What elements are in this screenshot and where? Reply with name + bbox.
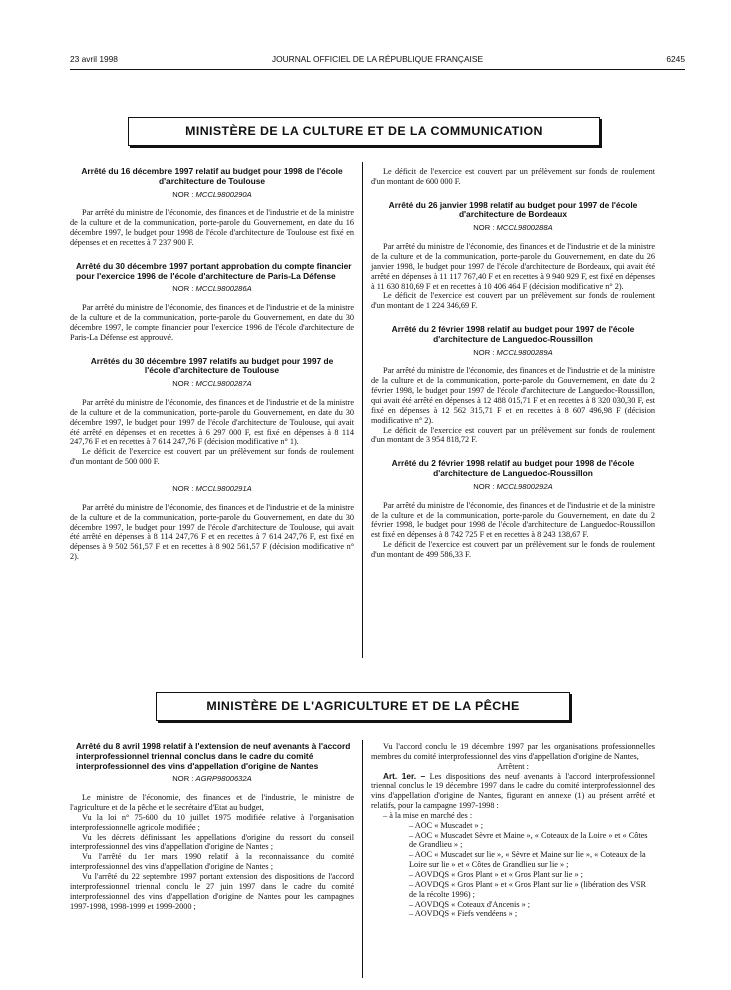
list-item: – AOVDQS « Gros Plant » et « Gros Plant sur lie » (libération des VSR de la récolte 1996) ; [409, 879, 647, 899]
journal-title: JOURNAL OFFICIEL DE LA RÉPUBLIQUE FRANÇAISE [271, 54, 484, 64]
paragraph: Le déficit de l'exercice est couvert par un prélèvement sur fonds de roulement d'un montant de 500 000 F. [70, 447, 354, 467]
paragraph: Par arrêté du ministre de l'économie, des finances et de l'industrie et de la ministre de la culture et de la communication, porte-parole du Gouvernement, en date du 2 février 1998, le budget pour 1997 de l'école d'architecture de Languedoc-Roussillon, qui avait été arrêté en dépenses à 12 488 015,71 F et en recettes à 8 320 030,30 F, est fixé en dépenses à 12 562 315,71 F et en recettes à 8 607 496,98 F (décision modificative n° 2). [371, 366, 655, 425]
paragraph: Vu la loi n° 75-600 du 10 juillet 1975 modifiée relative à l'organisation interprofessionnelle agricole modifiée ; [70, 812, 354, 832]
nor-reference: NOR : MCCL9800287A [172, 379, 252, 389]
page-number: 6245 [666, 54, 685, 64]
column-left-culture [70, 167, 354, 562]
nor-reference: NOR : MCCL9800286A [172, 284, 252, 294]
column-left-agriculture [70, 742, 354, 911]
paragraph: Le déficit de l'exercice est couvert par un prélèvement sur le fonds de roulement d'un montant de 499 586,33 F. [371, 540, 655, 559]
column-divider [362, 162, 363, 658]
list-intro: – à la mise en marché des : [383, 810, 473, 820]
paragraph: Le ministre de l'économie, des finances et de l'industrie, le ministre de l'agriculture et de la pêche et le secrétaire d'Etat au budget, [70, 793, 354, 813]
paragraph: Par arrêté du ministre de l'économie, des finances et de l'industrie et de la ministre de la culture et de la communication, porte-parole du Gouvernement, en date du 30 décembre 1997, le compte financier pour l'exercice 1996 de l'école d'architecture de Paris-La Défense est approuvé. [70, 303, 354, 342]
column-right-culture [371, 167, 655, 560]
nor-reference: NOR : MCCL9800292A [473, 481, 553, 491]
nor-reference: NOR : AGRP9800632A [172, 774, 252, 784]
ministry-heading-agriculture: MINISTÈRE DE L'AGRICULTURE ET DE LA PÊCHE [156, 692, 570, 721]
article-title: Arrêté du 2 février 1998 relatif au budget pour 1998 de l'école d'architecture de Languedoc-Roussillon [391, 458, 635, 479]
list-item: – AOC « Muscadet Sèvre et Maine », « Coteaux de la Loire » et « Côtes de Grandlieu » ; [409, 830, 648, 850]
paragraph: Par arrêté du ministre de l'économie, des finances et de l'industrie et de la ministre de la culture et de la communication, porte-parole du Gouvernement, en date du 26 janvier 1998, le budget pour 1997 de l'école d'architecture de Bordeaux, qui avait été arrêté en dépenses à 11 117 767,40 F et en recettes à 9 940 929 F, est fixé en dépenses à 11 630 810,69 F et en recettes à 10 406 464 F (décision modificative n° 2). [371, 242, 655, 291]
column-right-agriculture [371, 742, 655, 919]
arretent-heading: Arrêtent : [497, 761, 529, 771]
article-1: Art. 1er. – Les dispositions des neuf avenants à l'accord interprofessionnel triennal conclus le 19 décembre 1997 dans le cadre du comité interprofessionnel des vins d'appellation d'origine de Nantes, figurant en annexe (1) au présent arrêté et relatifs, pour la campagne 1997-1998 : [371, 771, 655, 811]
paragraph: Vu l'accord conclu le 19 décembre 1997 par les organisations professionnelles membres du comité interprofessionnel des vins d'appellation d'origine de Nantes, [371, 742, 655, 761]
list-item: – AOVDQS « Fiefs vendéens » ; [409, 909, 518, 919]
article-title: Arrêtés du 30 décembre 1997 relatifs au budget pour 1997 de l'école d'architecture de Toulouse [90, 355, 334, 376]
article-title: Arrêté du 2 février 1998 relatif au budget pour 1997 de l'école d'architecture de Languedoc-Roussillon [391, 324, 635, 344]
list-item: – AOC « Muscadet » ; [409, 820, 484, 830]
article-title: Arrêté du 16 décembre 1997 relatif au budget pour 1998 de l'école d'architecture de Toulouse [81, 166, 343, 186]
nor-reference: NOR : MCCL9800288A [473, 223, 553, 233]
nor-reference: NOR : MCCL9800291A [172, 483, 252, 493]
running-header [70, 54, 685, 68]
article-title: Arrêté du 26 janvier 1998 relatif au budget pour 1997 de l'école d'architecture de Bordeaux [388, 199, 638, 220]
article-title: Arrêté du 8 avril 1998 relatif à l'extension de neuf avenants à l'accord interprofessionnel triennal conclus dans le cadre du comité interprofessionnel des vins d'appellation d'origine de Nantes [76, 741, 351, 771]
paragraph: Par arrêté du ministre de l'économie, des finances et de l'industrie et de la ministre de la culture et de la communication, porte-parole du Gouvernement, en date du 2 février 1998, le budget pour 1998 de l'école d'architecture de Languedoc-Roussillon est fixé en dépenses à 8 742 725 F et en recettes à 8 243 138,67 F. [371, 500, 655, 540]
article-title: Arrêté du 30 décembre 1997 portant approbation du compte financier pour l'exercice 1996 de l'école d'architecture de Paris-La Défense [76, 260, 352, 281]
list-item: – AOVDQS « Gros Plant » et « Gros Plant sur lie » ; [409, 869, 583, 879]
nor-reference: NOR : MCCL9800289A [473, 347, 553, 357]
paragraph: Vu l'arrêté du 22 septembre 1997 portant extension des dispositions de l'accord interprofessionnel triennal conclu le 27 juin 1997 dans le cadre du comité interprofessionnel des vins d'appellation d'origine de Nantes pour les campagnes 1997-1998, 1998-1999 et 1999-2000 ; [70, 871, 354, 911]
nor-reference: NOR : MCCL9800290A [172, 189, 252, 199]
issue-date: 23 avril 1998 [70, 54, 118, 64]
paragraph: Par arrêté du ministre de l'économie, des finances et de l'industrie et de la ministre de la culture et de la communication, porte-parole du Gouvernement, en date du 30 décembre 1997, le budget pour 1997 de l'école d'architecture de Toulouse, qui avait été arrêté en dépenses à 8 114 247,76 F et en recettes à 7 614 247,76 F, est fixé en dépenses à 9 502 561,57 F et en recettes à 8 902 561,57 F (décision modificative n° 2). [70, 502, 354, 562]
column-divider [362, 740, 363, 978]
paragraph: Par arrêté du ministre de l'économie, des finances et de l'industrie et de la ministre de la culture et de la communication, porte-parole du Gouvernement, en date du 30 décembre 1997, le budget pour 1997 de l'école d'architecture de Toulouse, qui avait été arrêté en dépenses et en recettes à 6 297 000 F, est fixé en dépenses à 8 114 247,76 F et en recettes à 7 614 247,76 F (décision modificative n° 1). [70, 398, 354, 447]
paragraph: Vu les décrets définissant les appellations d'origine du ressort du conseil interprofessionnel des vins d'appellation d'origine de Nantes ; [70, 832, 354, 852]
paragraph: Par arrêté du ministre de l'économie, des finances et de l'industrie et de la ministre de la culture et de la communication, porte-parole du Gouvernement, en date du 16 décembre 1997, le budget pour 1998 de l'école d'architecture de Toulouse est fixé en dépenses et en recettes à 7 237 900 F. [70, 208, 354, 247]
paragraph: Le déficit de l'exercice est couvert par un prélèvement sur fonds de roulement d'un montant de 600 000 F. [371, 167, 655, 186]
paragraph: Le déficit de l'exercice est couvert par un prélèvement sur fonds de roulement d'un montant de 1 224 346,69 F. [371, 291, 655, 311]
list-item: – AOC « Muscadet sur lie », « Sèvre et Maine sur lie », « Coteaux de la Loire sur lie » et « Côtes de Grandlieu sur lie » ; [409, 850, 646, 870]
header-rule [70, 69, 685, 70]
list-item: – AOVDQS « Coteaux d'Ancenis » ; [409, 899, 531, 909]
paragraph: Le déficit de l'exercice est couvert par un prélèvement sur fonds de roulement d'un montant de 3 954 818,72 F. [371, 425, 655, 445]
paragraph: Vu l'arrêté du 1er mars 1990 relatif à la reconnaissance du comité interprofessionnel des vins d'appellation d'origine de Nantes ; [70, 852, 354, 872]
ministry-heading-culture: MINISTÈRE DE LA CULTURE ET DE LA COMMUNICATION [128, 117, 600, 146]
